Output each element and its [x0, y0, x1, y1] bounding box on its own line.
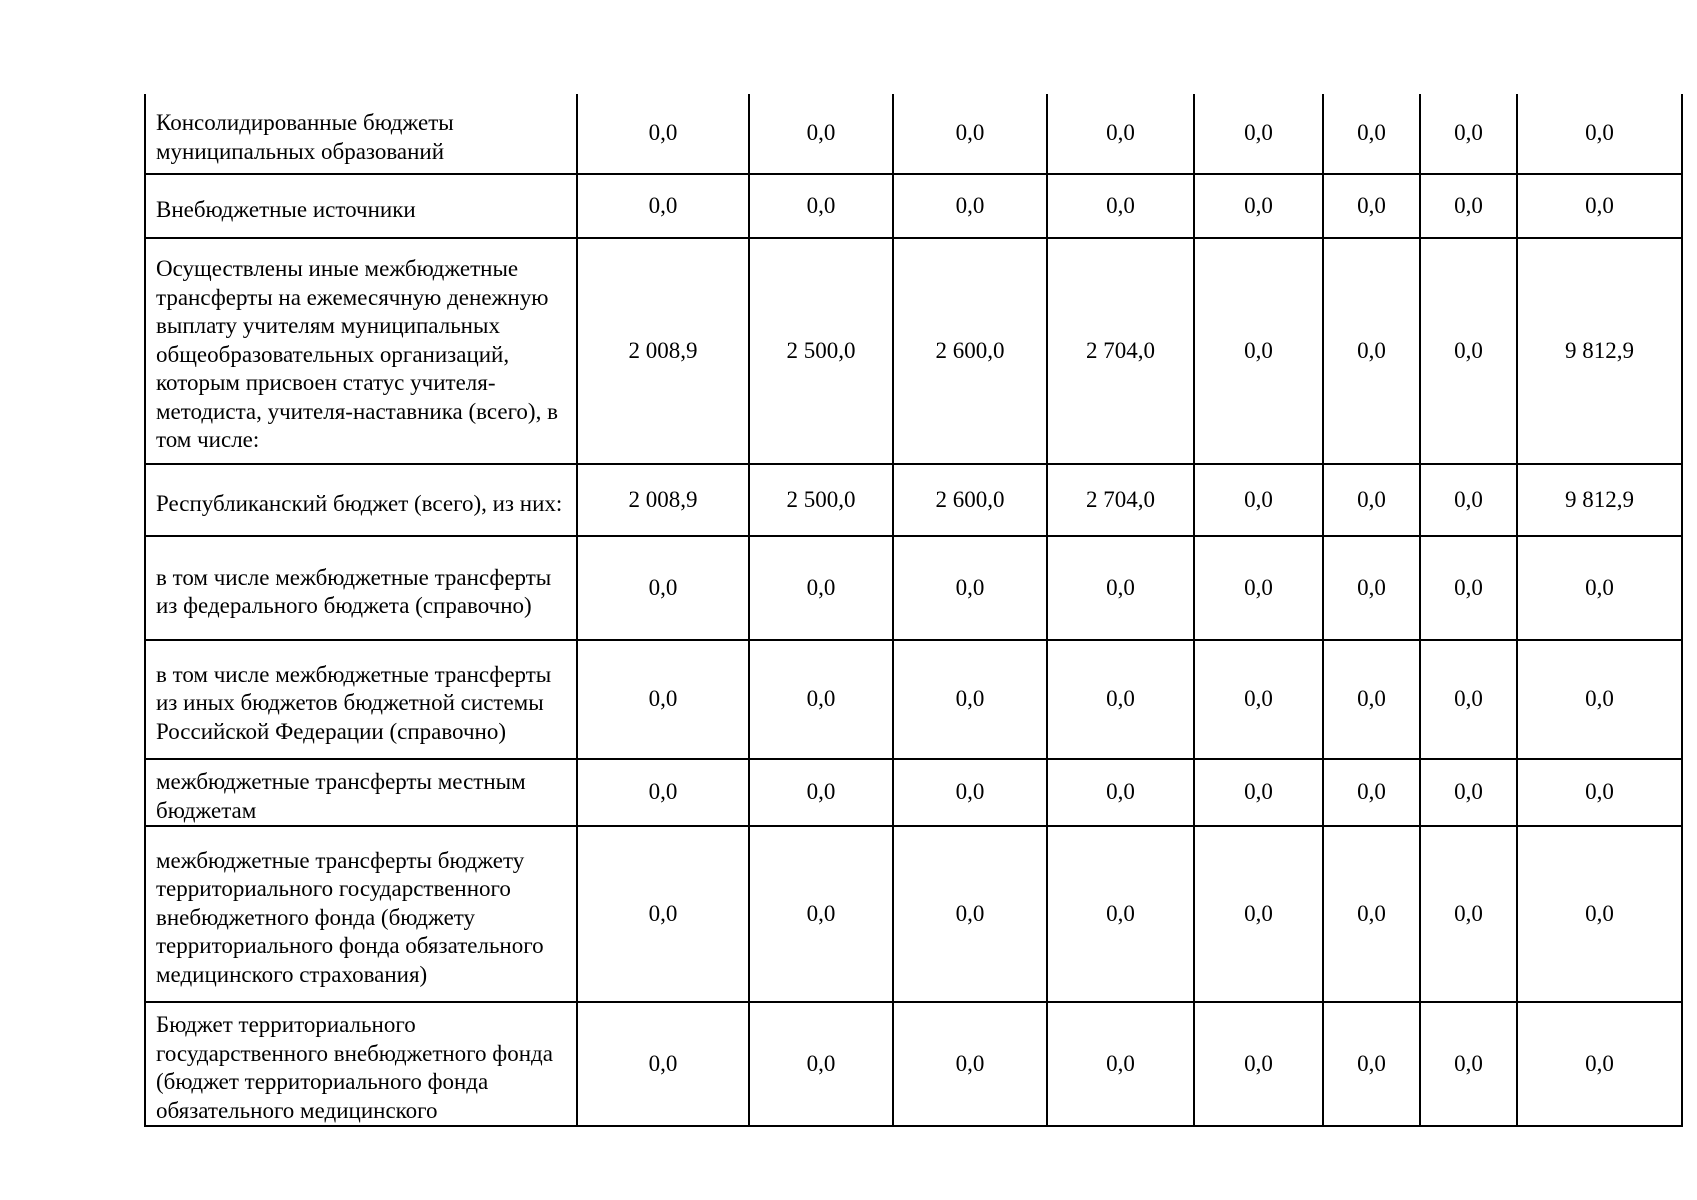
value-cell: 0,0 — [893, 94, 1047, 174]
value-cell: 0,0 — [1323, 640, 1420, 759]
value-cell: 0,0 — [577, 536, 749, 640]
value-cell: 0,0 — [1323, 826, 1420, 1002]
value-cell: 0,0 — [1420, 826, 1517, 1002]
value-cell: 0,0 — [1323, 464, 1420, 536]
value-cell: 0,0 — [1517, 94, 1682, 174]
value-cell: 0,0 — [1323, 1002, 1420, 1126]
value-cell: 0,0 — [1517, 174, 1682, 238]
value-cell: 2 500,0 — [749, 464, 893, 536]
row-label: Внебюджетные источники — [145, 174, 577, 238]
value-cell: 0,0 — [749, 174, 893, 238]
value-cell: 0,0 — [1047, 640, 1194, 759]
value-cell: 0,0 — [1323, 238, 1420, 464]
table-row — [145, 1002, 1682, 1126]
row-label: в том числе межбюджетные трансферты из федерального бюджета (справочно) — [145, 536, 577, 640]
value-cell: 0,0 — [577, 174, 749, 238]
value-cell: 0,0 — [1323, 94, 1420, 174]
value-cell: 0,0 — [1420, 536, 1517, 640]
value-cell: 0,0 — [749, 94, 893, 174]
value-cell: 0,0 — [893, 536, 1047, 640]
value-cell: 0,0 — [893, 174, 1047, 238]
value-cell: 9 812,9 — [1517, 238, 1682, 464]
value-cell: 0,0 — [1420, 640, 1517, 759]
value-cell: 2 008,9 — [577, 464, 749, 536]
value-cell: 0,0 — [1047, 826, 1194, 1002]
value-cell: 0,0 — [1047, 94, 1194, 174]
value-cell: 0,0 — [893, 1002, 1047, 1126]
value-cell: 0,0 — [1420, 1002, 1517, 1126]
value-cell: 0,0 — [577, 94, 749, 174]
table-row — [145, 94, 1682, 174]
value-cell: 2 704,0 — [1047, 238, 1194, 464]
table-row — [145, 464, 1682, 536]
value-cell: 2 600,0 — [893, 464, 1047, 536]
value-cell: 0,0 — [893, 759, 1047, 826]
budget-table — [144, 94, 1683, 1127]
value-cell: 0,0 — [1194, 640, 1323, 759]
value-cell: 0,0 — [1047, 536, 1194, 640]
value-cell: 0,0 — [749, 1002, 893, 1126]
value-cell: 2 008,9 — [577, 238, 749, 464]
value-cell: 0,0 — [1323, 174, 1420, 238]
table-row — [145, 826, 1682, 1002]
value-cell: 0,0 — [1420, 94, 1517, 174]
value-cell: 2 600,0 — [893, 238, 1047, 464]
value-cell: 0,0 — [893, 826, 1047, 1002]
table-row — [145, 174, 1682, 238]
row-label: Консолидированные бюджеты муниципальных образований — [145, 94, 577, 174]
row-label: в том числе межбюджетные трансферты из иных бюджетов бюджетной системы Российской Федерации (справочно) — [145, 640, 577, 759]
value-cell: 0,0 — [577, 759, 749, 826]
value-cell: 0,0 — [749, 640, 893, 759]
row-label: межбюджетные трансферты бюджету территориального государственного внебюджетного фонда (бюджету территориального фонда обязательного медицинского страхования) — [145, 826, 577, 1002]
value-cell: 2 500,0 — [749, 238, 893, 464]
value-cell: 0,0 — [1420, 464, 1517, 536]
table-row — [145, 238, 1682, 464]
row-label: Республиканский бюджет (всего), из них: — [145, 464, 577, 536]
value-cell: 0,0 — [893, 640, 1047, 759]
value-cell: 0,0 — [1323, 759, 1420, 826]
value-cell: 0,0 — [1047, 759, 1194, 826]
value-cell: 0,0 — [1194, 238, 1323, 464]
value-cell: 2 704,0 — [1047, 464, 1194, 536]
value-cell: 0,0 — [749, 826, 893, 1002]
value-cell: 0,0 — [1194, 826, 1323, 1002]
row-label: Осуществлены иные межбюджетные трансферты на ежемесячную денежную выплату учителям муниципальных общеобразовательных организаций, которым присвоен статус учителя-методиста, учителя-наставника (всего), в том числе: — [145, 238, 577, 464]
row-label: Бюджет территориального государственного внебюджетного фонда (бюджет территориального фонда обязательного медицинского — [145, 1002, 577, 1126]
value-cell: 0,0 — [1194, 464, 1323, 536]
value-cell: 0,0 — [1517, 759, 1682, 826]
value-cell: 0,0 — [1517, 1002, 1682, 1126]
value-cell: 0,0 — [749, 536, 893, 640]
value-cell: 0,0 — [1047, 1002, 1194, 1126]
table-row — [145, 536, 1682, 640]
value-cell: 0,0 — [1517, 826, 1682, 1002]
value-cell: 0,0 — [1194, 94, 1323, 174]
value-cell: 0,0 — [1194, 1002, 1323, 1126]
value-cell: 0,0 — [1323, 536, 1420, 640]
value-cell: 0,0 — [1517, 536, 1682, 640]
value-cell: 0,0 — [1420, 759, 1517, 826]
value-cell: 0,0 — [749, 759, 893, 826]
table-row — [145, 640, 1682, 759]
value-cell: 0,0 — [1517, 640, 1682, 759]
value-cell: 0,0 — [1194, 536, 1323, 640]
value-cell: 0,0 — [1047, 174, 1194, 238]
value-cell: 9 812,9 — [1517, 464, 1682, 536]
table-row — [145, 759, 1682, 826]
value-cell: 0,0 — [1194, 174, 1323, 238]
value-cell: 0,0 — [577, 1002, 749, 1126]
row-label: межбюджетные трансферты местным бюджетам — [145, 759, 577, 826]
value-cell: 0,0 — [1194, 759, 1323, 826]
value-cell: 0,0 — [577, 826, 749, 1002]
value-cell: 0,0 — [577, 640, 749, 759]
value-cell: 0,0 — [1420, 174, 1517, 238]
value-cell: 0,0 — [1420, 238, 1517, 464]
